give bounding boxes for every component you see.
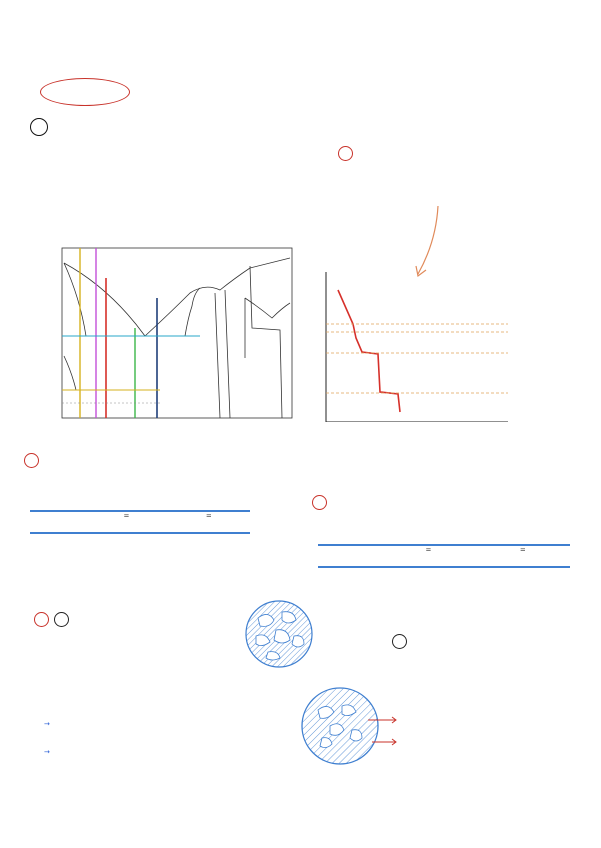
c-divider-1 <box>318 544 570 546</box>
b-divider-1 <box>30 510 250 512</box>
solidus-line <box>64 263 145 336</box>
liquidus-line <box>64 258 290 336</box>
d1-bullet-1: → <box>44 720 50 728</box>
cooling-curve <box>318 272 528 422</box>
label-c-circle <box>312 495 327 514</box>
d2-num <box>392 634 407 653</box>
cooling-line <box>338 290 400 412</box>
d1-num <box>54 612 69 631</box>
eutectoid-line <box>64 356 140 390</box>
part-c-table: = = <box>318 530 570 558</box>
tema-badge <box>40 78 130 106</box>
micro2-arrows <box>366 714 400 748</box>
b-divider-2 <box>30 532 250 534</box>
phase-diagram <box>20 218 312 438</box>
part-b-table: = = <box>30 496 250 524</box>
fe-side-line <box>250 266 282 418</box>
year-number <box>30 118 48 136</box>
microstructure-8pct <box>244 598 314 670</box>
d1-bullet-2: → <box>44 748 50 756</box>
page-title <box>150 4 470 68</box>
year-heading <box>30 118 54 140</box>
label-d-circle <box>34 612 49 631</box>
tife2-lines <box>215 290 230 418</box>
arrow-to-curve <box>408 202 448 282</box>
c-divider-2 <box>318 566 570 568</box>
label-a-circle <box>338 146 353 165</box>
label-b-circle <box>24 453 39 472</box>
